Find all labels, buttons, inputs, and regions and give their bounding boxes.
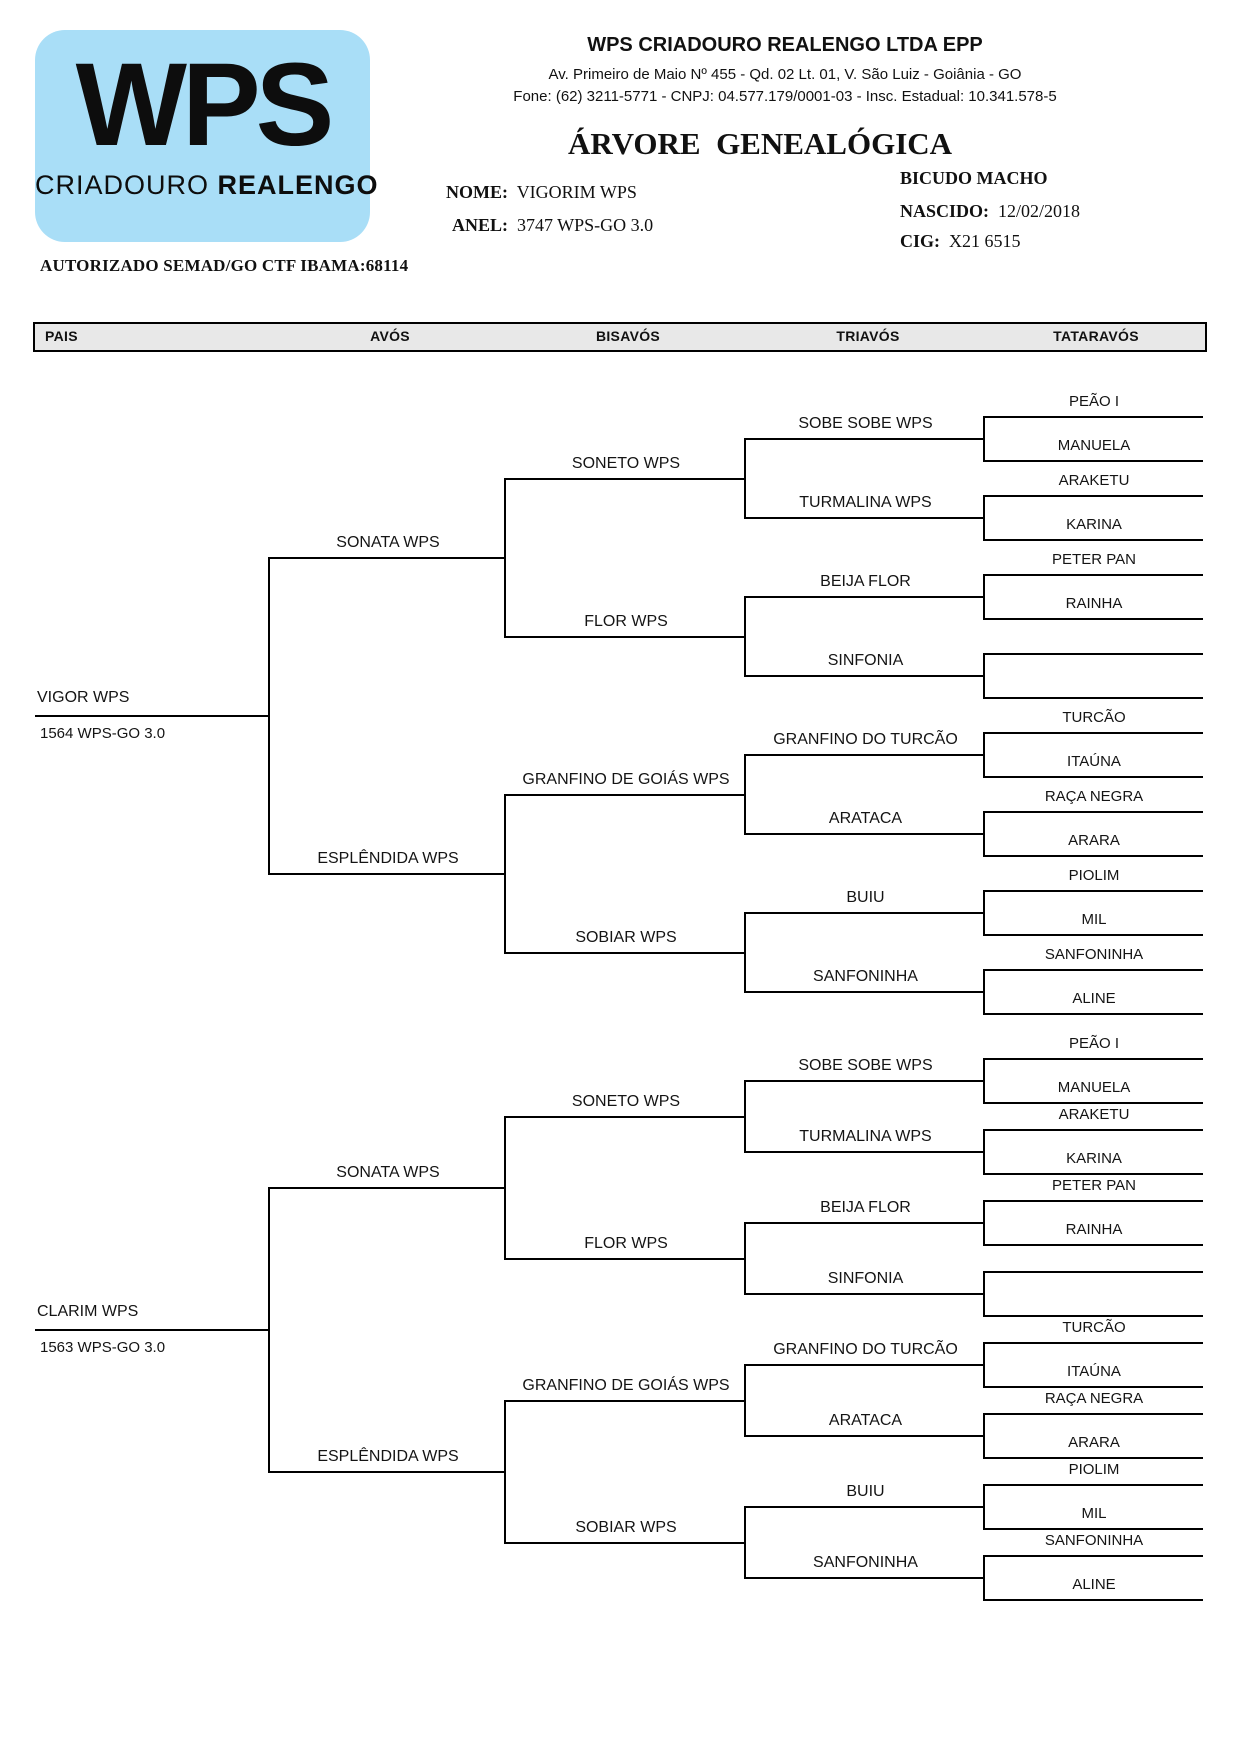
ancestor-underline xyxy=(985,1555,1203,1557)
ancestor-underline xyxy=(985,890,1203,892)
nascido-label: NASCIDO: xyxy=(900,201,990,221)
ancestor-underline xyxy=(985,1457,1203,1459)
ancestor-name: TURMALINA WPS xyxy=(799,494,932,511)
ancestor-name: SOBIAR WPS xyxy=(575,928,677,946)
ancestor-name: PEÃO I xyxy=(1068,1035,1120,1052)
ancestor-underline xyxy=(746,1080,985,1082)
ancestor-name: FLOR WPS xyxy=(584,612,668,630)
ancestor-name: SINFONIA xyxy=(827,1270,904,1287)
ancestor-name: ESPLÊNDIDA WPS xyxy=(317,1447,459,1465)
ancestor-underline xyxy=(985,934,1203,936)
ancestor-underline xyxy=(746,1222,985,1224)
ancestor-underline xyxy=(985,732,1203,734)
ancestor-underline xyxy=(985,811,1203,813)
ancestor-underline xyxy=(746,1435,985,1437)
ancestor-underline xyxy=(985,1244,1203,1246)
ancestor-name: SANFONINHA xyxy=(813,968,918,985)
ancestor-name: BUIU xyxy=(846,889,885,906)
ancestor-name: ARAKETU xyxy=(1058,1106,1130,1123)
ancestor-name: ARAKETU xyxy=(1058,472,1130,489)
ancestor-underline xyxy=(506,1400,746,1402)
ancestor-underline xyxy=(270,873,506,875)
ancestor-name: ITAÚNA xyxy=(1067,1363,1121,1380)
ancestor-underline xyxy=(506,952,746,954)
ancestor-name: BEIJA FLOR xyxy=(820,1199,911,1216)
nascido-value: 12/02/2018 xyxy=(998,201,1081,221)
ancestor-underline xyxy=(985,1484,1203,1486)
column-header-tataravos: TATARAVÓS xyxy=(1053,328,1139,344)
ancestor-name: ALINE xyxy=(1072,990,1116,1007)
ancestor-underline xyxy=(746,596,985,598)
ancestor-name: SANFONINHA xyxy=(1044,1532,1144,1549)
ancestor-name: VIGOR WPS xyxy=(37,688,130,706)
ring-number: 1563 WPS-GO 3.0 xyxy=(40,1338,166,1356)
ancestor-name: TURCÃO xyxy=(1062,1319,1126,1336)
anel-value: 3747 WPS-GO 3.0 xyxy=(517,215,654,235)
ancestor-underline xyxy=(35,1329,270,1331)
ancestor-underline xyxy=(985,1315,1203,1317)
ancestor-name: RAINHA xyxy=(1065,595,1123,612)
ancestor-underline xyxy=(985,697,1203,699)
ancestor-name: ARARA xyxy=(1068,832,1120,849)
ancestor-name: KARINA xyxy=(1066,516,1122,533)
ancestor-name: ARATACA xyxy=(828,810,903,827)
ancestor-name: ARARA xyxy=(1068,1434,1120,1451)
ancestor-name: SONETO WPS xyxy=(571,1092,681,1110)
ancestor-underline xyxy=(985,574,1203,576)
column-header-triavos: TRIAVÓS xyxy=(836,328,900,344)
ancestor-name: GRANFINO DO TURCÃO xyxy=(773,1341,958,1358)
anel-label: ANEL: xyxy=(451,215,508,235)
ancestor-underline xyxy=(985,653,1203,655)
ancestor-name: SONATA WPS xyxy=(336,1163,440,1181)
cig-value: X21 6515 xyxy=(949,231,1021,251)
ancestor-underline xyxy=(985,855,1203,857)
ancestor-name: SANFONINHA xyxy=(1044,946,1144,963)
ancestor-name: GRANFINO DE GOIÁS WPS xyxy=(522,770,730,788)
ancestor-name: PEÃO I xyxy=(1068,393,1120,410)
ancestor-name: ESPLÊNDIDA WPS xyxy=(317,849,459,867)
ancestor-underline xyxy=(985,539,1203,541)
column-header-bisavos: BISAVÓS xyxy=(595,328,661,344)
page-title: ÁRVORE GENEALÓGICA xyxy=(567,126,953,161)
ancestor-underline xyxy=(985,776,1203,778)
ancestor-underline xyxy=(35,715,270,717)
company-address: Av. Primeiro de Maio Nº 455 - Qd. 02 Lt. 01, V. São Luiz - Goiânia - GO xyxy=(548,66,1022,83)
ancestor-name: PETER PAN xyxy=(1052,1177,1136,1194)
ancestor-underline xyxy=(985,1200,1203,1202)
ancestor-name: SOBE SOBE WPS xyxy=(798,415,933,432)
nome-label: NOME: xyxy=(446,182,508,202)
ancestor-underline xyxy=(746,754,985,756)
ancestor-name: GRANFINO DO TURCÃO xyxy=(773,731,958,748)
ancestor-underline xyxy=(746,833,985,835)
ancestor-name: TURMALINA WPS xyxy=(799,1128,932,1145)
ancestor-name: CLARIM WPS xyxy=(37,1302,139,1320)
ancestor-underline xyxy=(985,1013,1203,1015)
ancestor-underline xyxy=(746,517,985,519)
ancestor-name: MIL xyxy=(1081,1505,1107,1522)
ancestor-underline xyxy=(746,1577,985,1579)
ancestor-name: SOBIAR WPS xyxy=(575,1518,677,1536)
ancestor-name: PETER PAN xyxy=(1052,551,1136,568)
ancestor-underline xyxy=(985,1173,1203,1175)
company-name: WPS CRIADOURO REALENGO LTDA EPP xyxy=(587,34,983,56)
ancestor-underline xyxy=(985,618,1203,620)
ancestor-underline xyxy=(506,1542,746,1544)
ancestor-underline xyxy=(506,1258,746,1260)
ancestor-underline xyxy=(985,495,1203,497)
ancestor-underline xyxy=(506,478,746,480)
ancestor-underline xyxy=(506,636,746,638)
logo-subtitle-criadouro: CRIADOURO xyxy=(35,169,210,200)
ancestor-name: FLOR WPS xyxy=(584,1234,668,1252)
ancestor-name: ALINE xyxy=(1072,1576,1116,1593)
ancestor-underline xyxy=(985,460,1203,462)
authorization-line: AUTORIZADO SEMAD/GO CTF IBAMA:68114 xyxy=(40,256,409,275)
nome-value: VIGORIM WPS xyxy=(516,182,637,202)
ancestor-name: MIL xyxy=(1081,911,1107,928)
ancestor-name: KARINA xyxy=(1066,1150,1122,1167)
ancestor-underline xyxy=(746,1293,985,1295)
ancestor-underline xyxy=(270,557,506,559)
ancestor-underline xyxy=(985,1129,1203,1131)
ancestor-underline xyxy=(985,416,1203,418)
ancestor-underline xyxy=(506,794,746,796)
ancestor-name: SONETO WPS xyxy=(571,454,681,472)
ancestor-underline xyxy=(270,1187,506,1189)
ancestor-name: BEIJA FLOR xyxy=(820,573,911,590)
cig-label: CIG: xyxy=(900,231,940,251)
ancestor-name: PIOLIM xyxy=(1068,867,1120,884)
ancestor-underline xyxy=(985,1342,1203,1344)
ancestor-name: RAÇA NEGRA xyxy=(1044,788,1144,805)
ancestor-underline xyxy=(985,1528,1203,1530)
column-header-avos: AVÓS xyxy=(370,328,410,344)
ancestor-underline xyxy=(746,1151,985,1153)
ancestor-name: PIOLIM xyxy=(1068,1461,1120,1478)
ancestor-underline xyxy=(985,1413,1203,1415)
ancestor-underline xyxy=(506,1116,746,1118)
ancestor-underline xyxy=(746,1364,985,1366)
ancestor-underline xyxy=(746,991,985,993)
ancestor-underline xyxy=(746,675,985,677)
ancestor-underline xyxy=(746,1506,985,1508)
ancestor-underline xyxy=(985,969,1203,971)
ancestor-underline xyxy=(746,438,985,440)
ancestor-underline xyxy=(985,1058,1203,1060)
ancestor-name: SOBE SOBE WPS xyxy=(798,1057,933,1074)
ancestor-name: SANFONINHA xyxy=(813,1554,918,1571)
ancestor-name: GRANFINO DE GOIÁS WPS xyxy=(522,1376,730,1394)
ancestor-name: SONATA WPS xyxy=(336,533,440,551)
ring-number: 1564 WPS-GO 3.0 xyxy=(40,724,166,742)
ancestor-name: ITAÚNA xyxy=(1067,753,1121,770)
ancestor-underline xyxy=(985,1271,1203,1273)
ancestor-name: ARATACA xyxy=(828,1412,903,1429)
ancestor-underline xyxy=(985,1599,1203,1601)
logo-subtitle-realengo: REALENGO xyxy=(217,169,379,200)
ancestor-name: RAINHA xyxy=(1065,1221,1123,1238)
ancestor-underline xyxy=(746,912,985,914)
ancestor-name: RAÇA NEGRA xyxy=(1044,1390,1144,1407)
ancestor-name: SINFONIA xyxy=(827,652,904,669)
logo-acronym: WPS xyxy=(75,39,330,171)
ancestor-underline xyxy=(985,1102,1203,1104)
company-phone-cnpj: Fone: (62) 3211-5771 - CNPJ: 04.577.179/0001-03 - Insc. Estadual: 10.341.578-5 xyxy=(513,88,1057,105)
ancestor-name: MANUELA xyxy=(1057,1079,1131,1096)
ancestor-name: TURCÃO xyxy=(1062,709,1126,726)
ancestor-underline xyxy=(270,1471,506,1473)
ancestor-name: MANUELA xyxy=(1057,437,1131,454)
ancestor-underline xyxy=(985,1386,1203,1388)
species-sex: BICUDO MACHO xyxy=(900,168,1048,188)
ancestor-name: BUIU xyxy=(846,1483,885,1500)
column-header-pais: PAIS xyxy=(45,328,78,344)
